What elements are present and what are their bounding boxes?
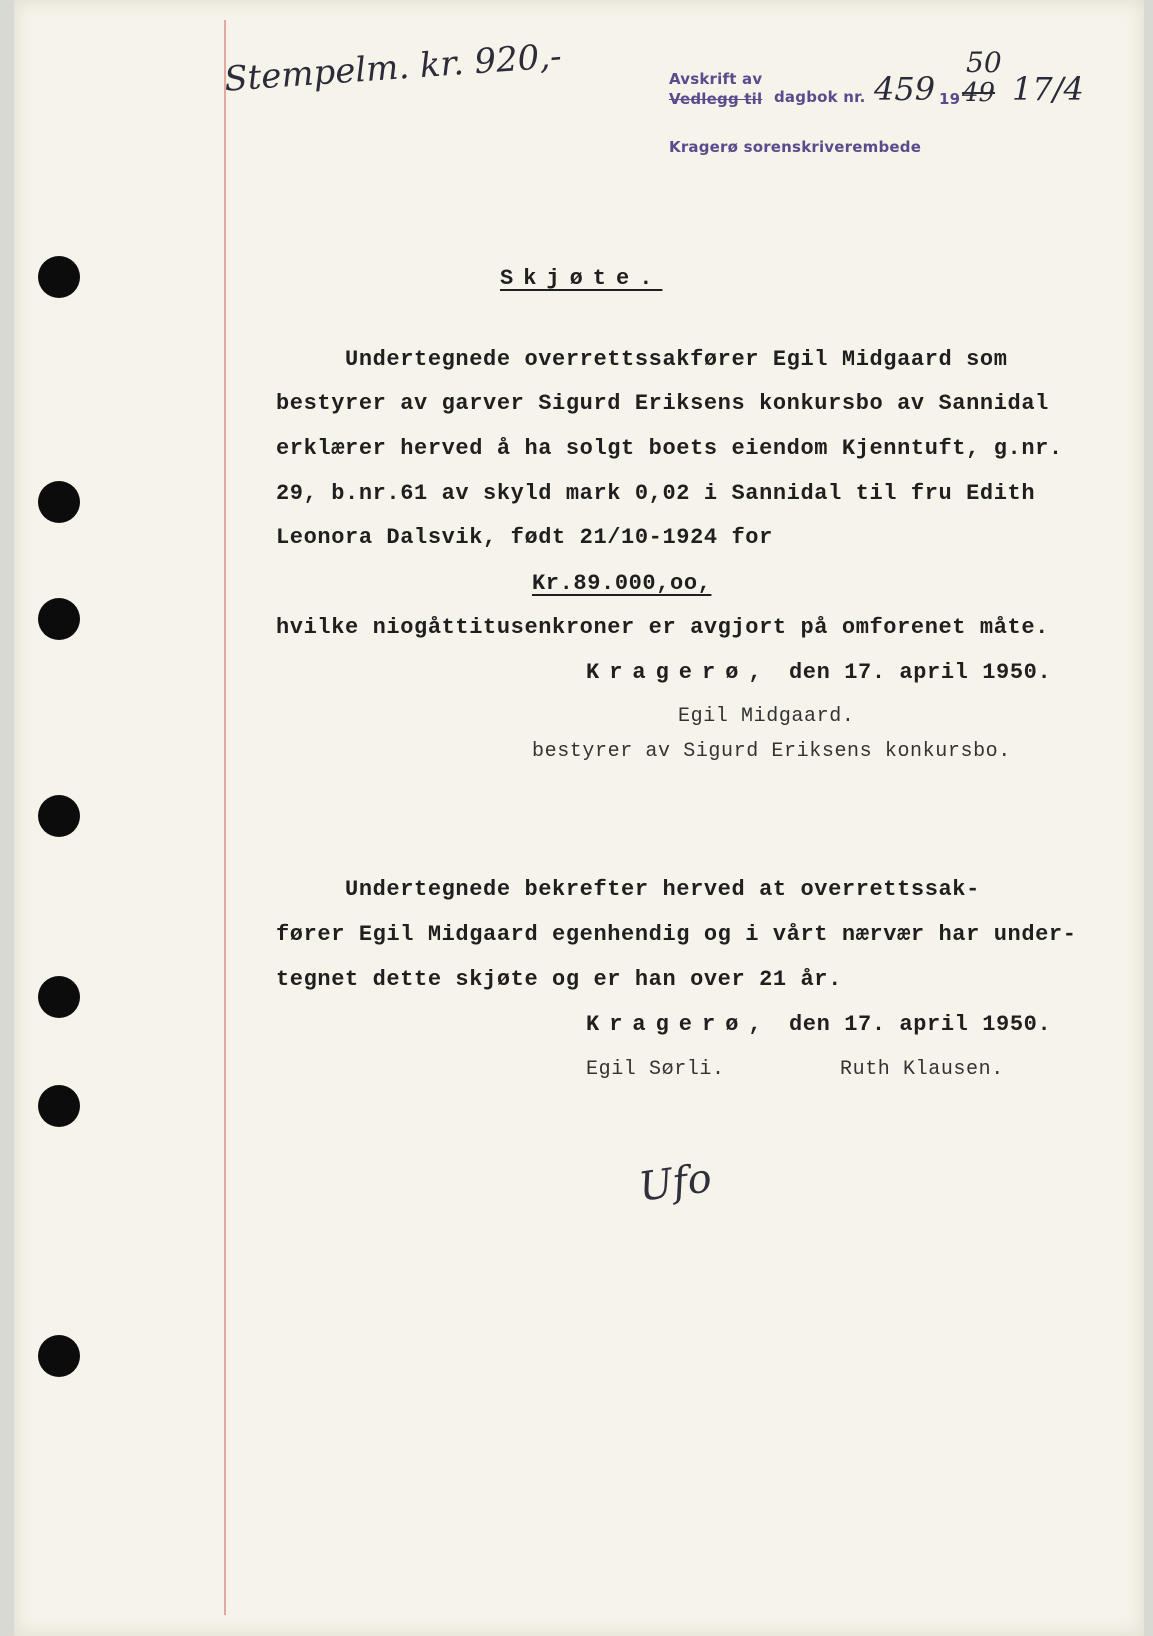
punch-hole-6 xyxy=(38,1085,80,1127)
punch-hole-5 xyxy=(38,976,80,1018)
stamp-date: 17/4 xyxy=(1012,70,1084,108)
date-text-2: den 17. april 1950. xyxy=(789,1012,1052,1037)
witness-1: Egil Sørli. xyxy=(586,1058,725,1081)
place-2: Kragerø, xyxy=(586,1012,772,1037)
signer-role: bestyrer av Sigurd Eriksens konkursbo. xyxy=(532,740,1011,763)
body-line: Leonora Dalsvik, født 21/10-1924 for xyxy=(276,525,773,550)
place: Kragerø, xyxy=(586,660,772,685)
document-title: Skjøte. xyxy=(500,266,663,291)
amount: Kr.89.000,oo, xyxy=(532,571,712,596)
punch-hole-2 xyxy=(38,481,80,523)
stamp-line-1b: Vedlegg til xyxy=(669,90,763,108)
witness-body-line: tegnet dette skjøte og er han over 21 år. xyxy=(276,967,842,992)
witness-body-line: fører Egil Midgaard egenhendig og i vårt nærvær har under- xyxy=(276,922,1077,947)
body-line: 29, b.nr.61 av skyld mark 0,02 i Sannidal til fru Edith xyxy=(276,481,1036,506)
body-line: bestyrer av garver Sigurd Eriksens konkursbo av Sannidal xyxy=(276,391,1049,416)
punch-hole-3 xyxy=(38,598,80,640)
witness-body-line: Undertegnede bekrefter herved at overrettssak- xyxy=(276,877,980,902)
stamp-dagbok-label: dagbok nr. xyxy=(774,88,866,106)
body-line: Undertegnede overrettssakfører Egil Midgaard som xyxy=(276,347,1008,372)
handwritten-initials: Ufo xyxy=(636,1155,715,1211)
stamp-year-new: 50 xyxy=(966,46,1002,79)
margin-note: Stempelm. kr. 920,- xyxy=(223,36,563,100)
document-page xyxy=(14,0,1144,1636)
body-line: erklærer herved å ha solgt boets eiendom Kjenntuft, g.nr. xyxy=(276,436,1063,461)
margin-line xyxy=(224,20,226,1615)
date-text: den 17. april 1950. xyxy=(789,660,1052,685)
amount-words: hvilke niogåttitusenkroner er avgjort på omforenet måte. xyxy=(276,615,1049,640)
punch-hole-1 xyxy=(38,256,80,298)
stamp-dagbok-number: 459 xyxy=(874,70,936,108)
stamp-year-old: 49 xyxy=(962,78,996,108)
signer: Egil Midgaard. xyxy=(678,705,855,728)
stamp-year-prefix: 19 xyxy=(939,90,961,108)
stamp-line-1a: Avskrift av xyxy=(669,70,763,88)
punch-hole-4 xyxy=(38,795,80,837)
punch-hole-7 xyxy=(38,1335,80,1377)
stamp-office: Kragerø sorenskriverembede xyxy=(669,138,922,156)
witness-2: Ruth Klausen. xyxy=(840,1058,1004,1081)
